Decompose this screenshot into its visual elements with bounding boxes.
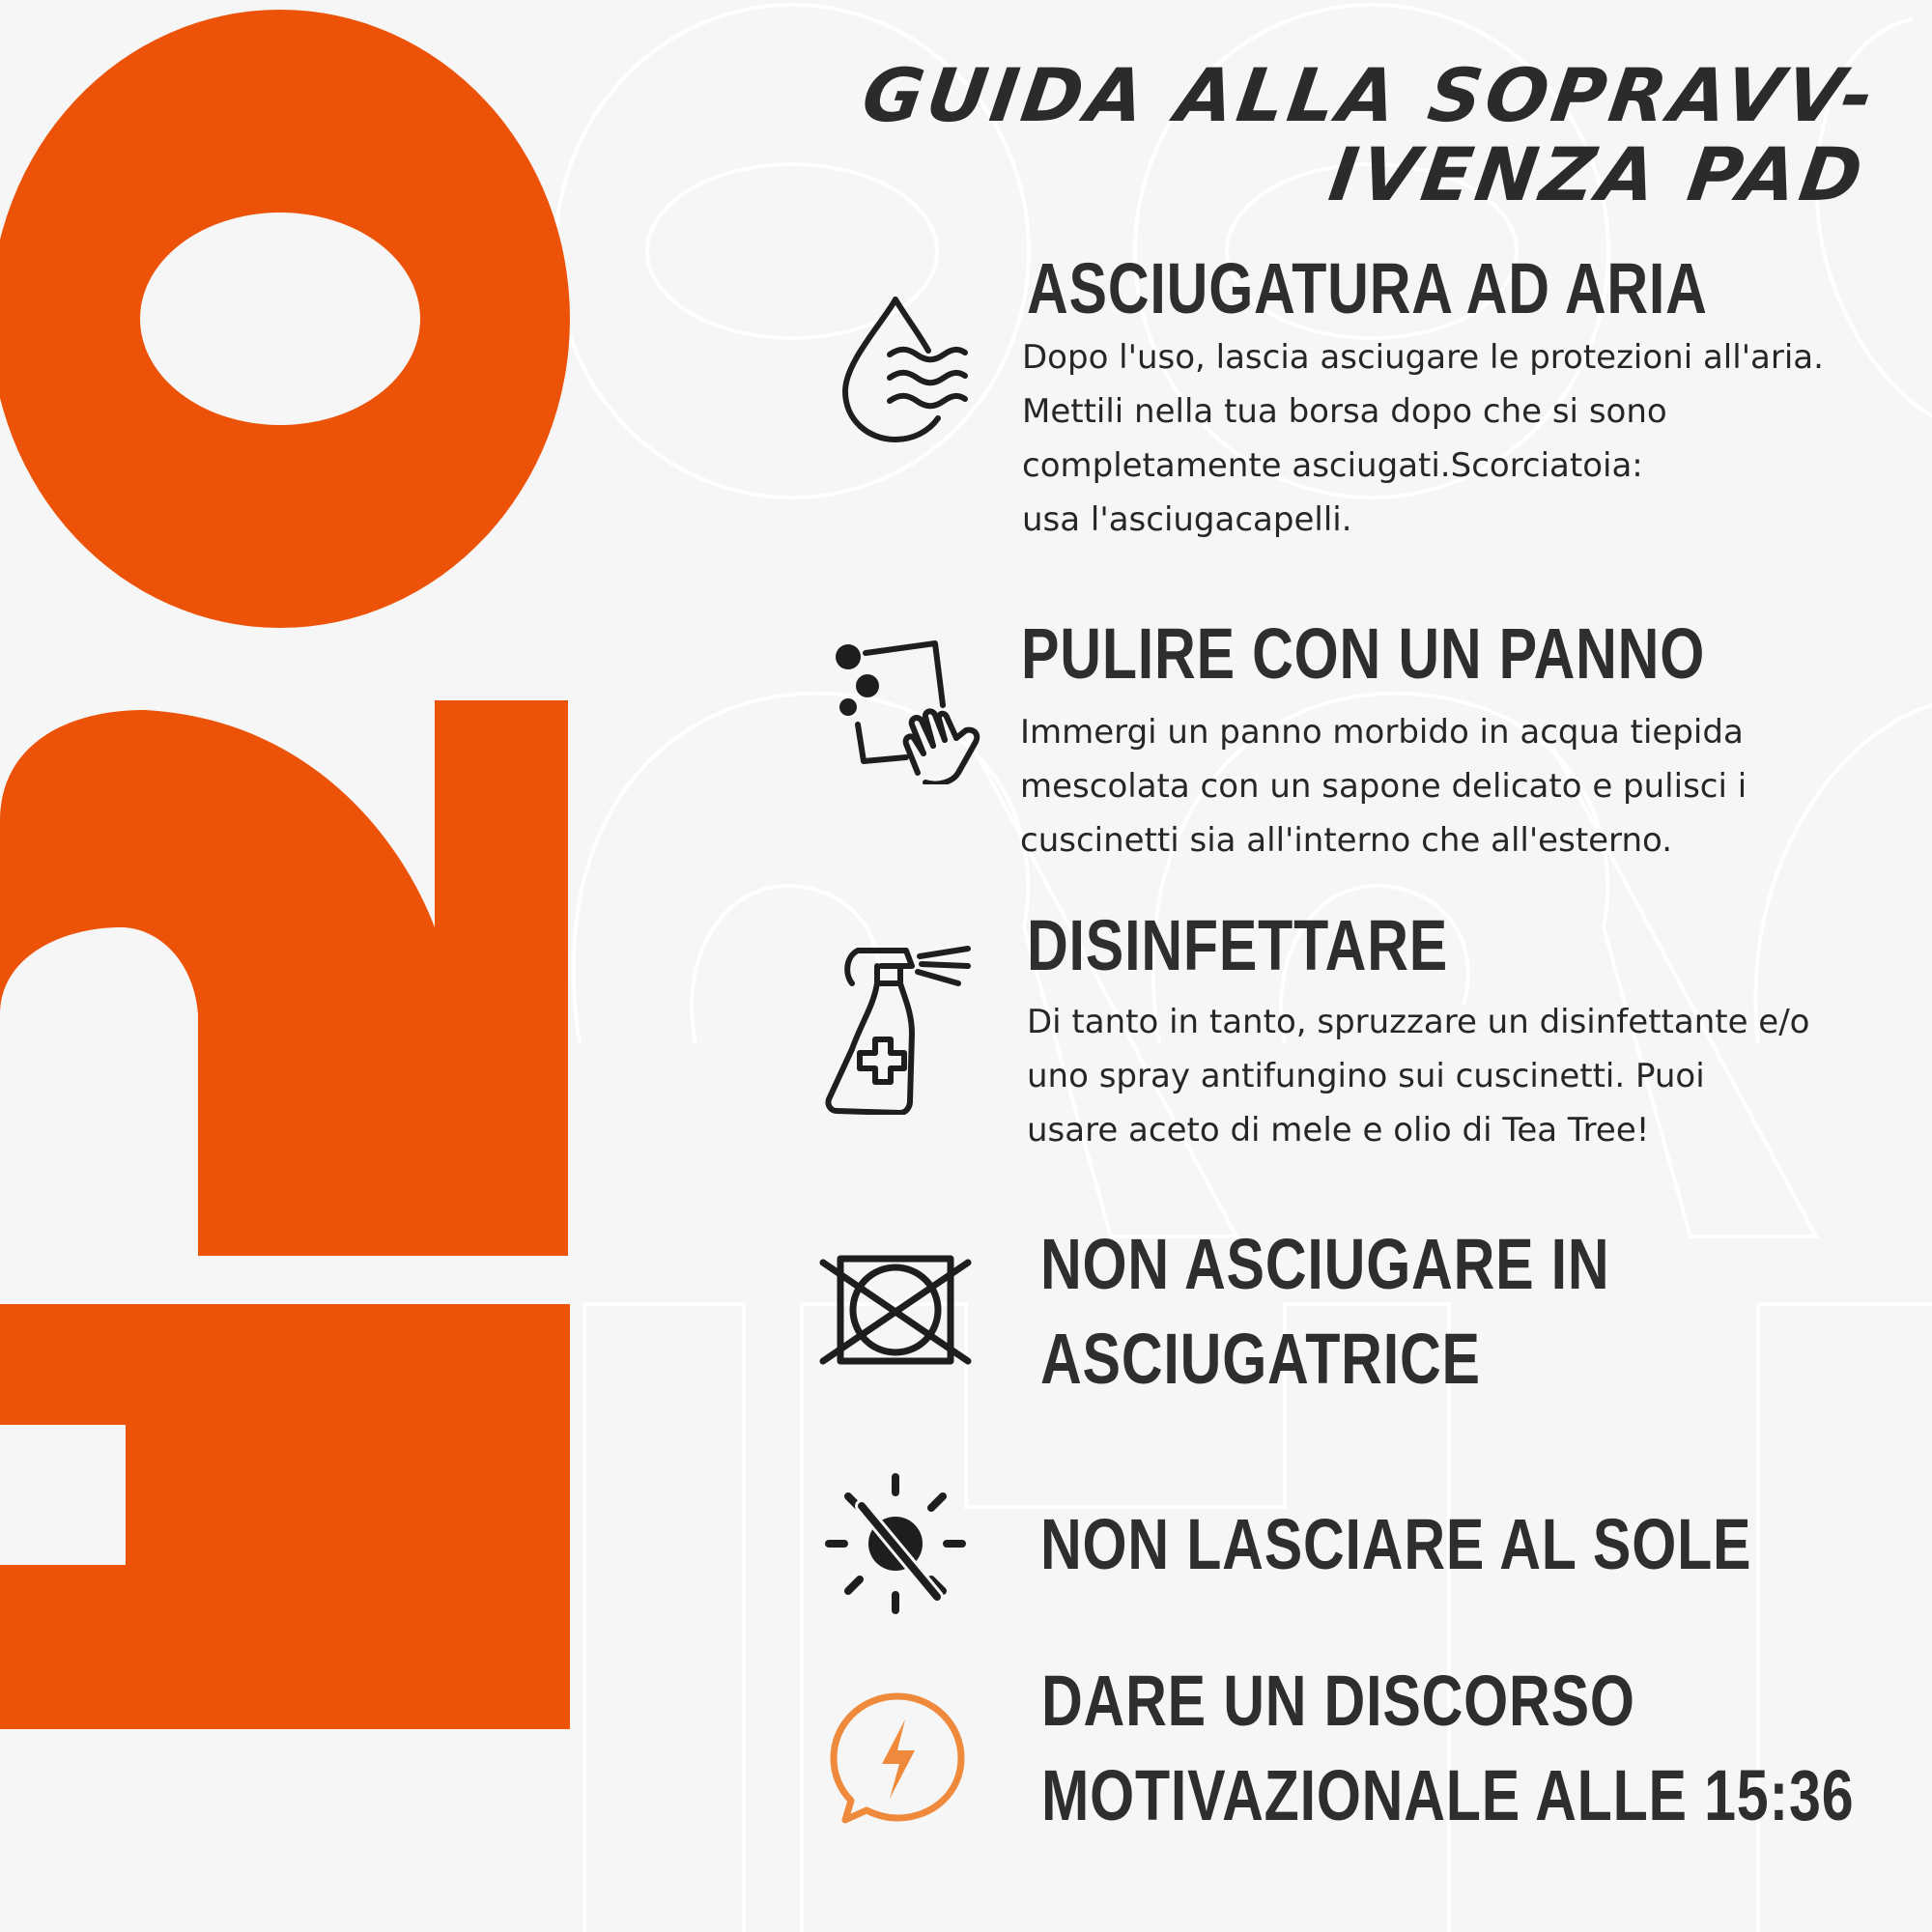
lightning-chat-icon xyxy=(826,1689,969,1832)
no-sun-icon xyxy=(821,1471,971,1616)
item-title-air-dry: ASCIUGATURA AD ARIA xyxy=(1027,248,1708,328)
item-body-disinfect: Di tanto in tanto, spruzzare un disinfettante e/o uno spray antifungino sui cuscinetti. Puoi usare aceto di mele e olio di Tea Tree! xyxy=(1027,1003,1810,1150)
disinfectant-spray-icon xyxy=(823,945,978,1115)
water-drop-icon xyxy=(836,295,971,444)
item-body-cloth-clean: Immergi un panno morbido in acqua tiepida mescolata con un sapone delicato e pulisci i cuscinetti sia all'interno che all'esterno. xyxy=(1020,713,1747,860)
item-title-motivational-speech: DARE UN DISCORSO MOTIVAZIONALE ALLE 15:36 xyxy=(1041,1661,1855,1835)
item-title-no-sun: NON LASCIARE AL SOLE xyxy=(1040,1504,1752,1584)
page-title xyxy=(642,52,1883,217)
item-title-no-tumble-dry: NON ASCIUGARE IN ASCIUGATRICE xyxy=(1040,1224,1610,1399)
page-title-line-2: IVENZA PAD xyxy=(1323,131,1872,217)
item-title-disinfect: DISINFETTARE xyxy=(1027,905,1449,985)
brand-logo-t20 xyxy=(0,0,618,1932)
item-title-cloth-clean: PULIRE CON UN PANNO xyxy=(1021,613,1706,694)
page-title-line-1: GUIDA ALLA SOPRAVV- xyxy=(857,52,1883,138)
item-body-air-dry: Dopo l'uso, lascia asciugare le protezioni all'aria. Mettili nella tua borsa dopo che si sono completamente asciugati.Scorciatoia: usa l'asciugacapelli. xyxy=(1022,338,1824,539)
no-tumble-dry-icon xyxy=(819,1253,972,1367)
cloth-wipe-icon xyxy=(829,638,998,784)
